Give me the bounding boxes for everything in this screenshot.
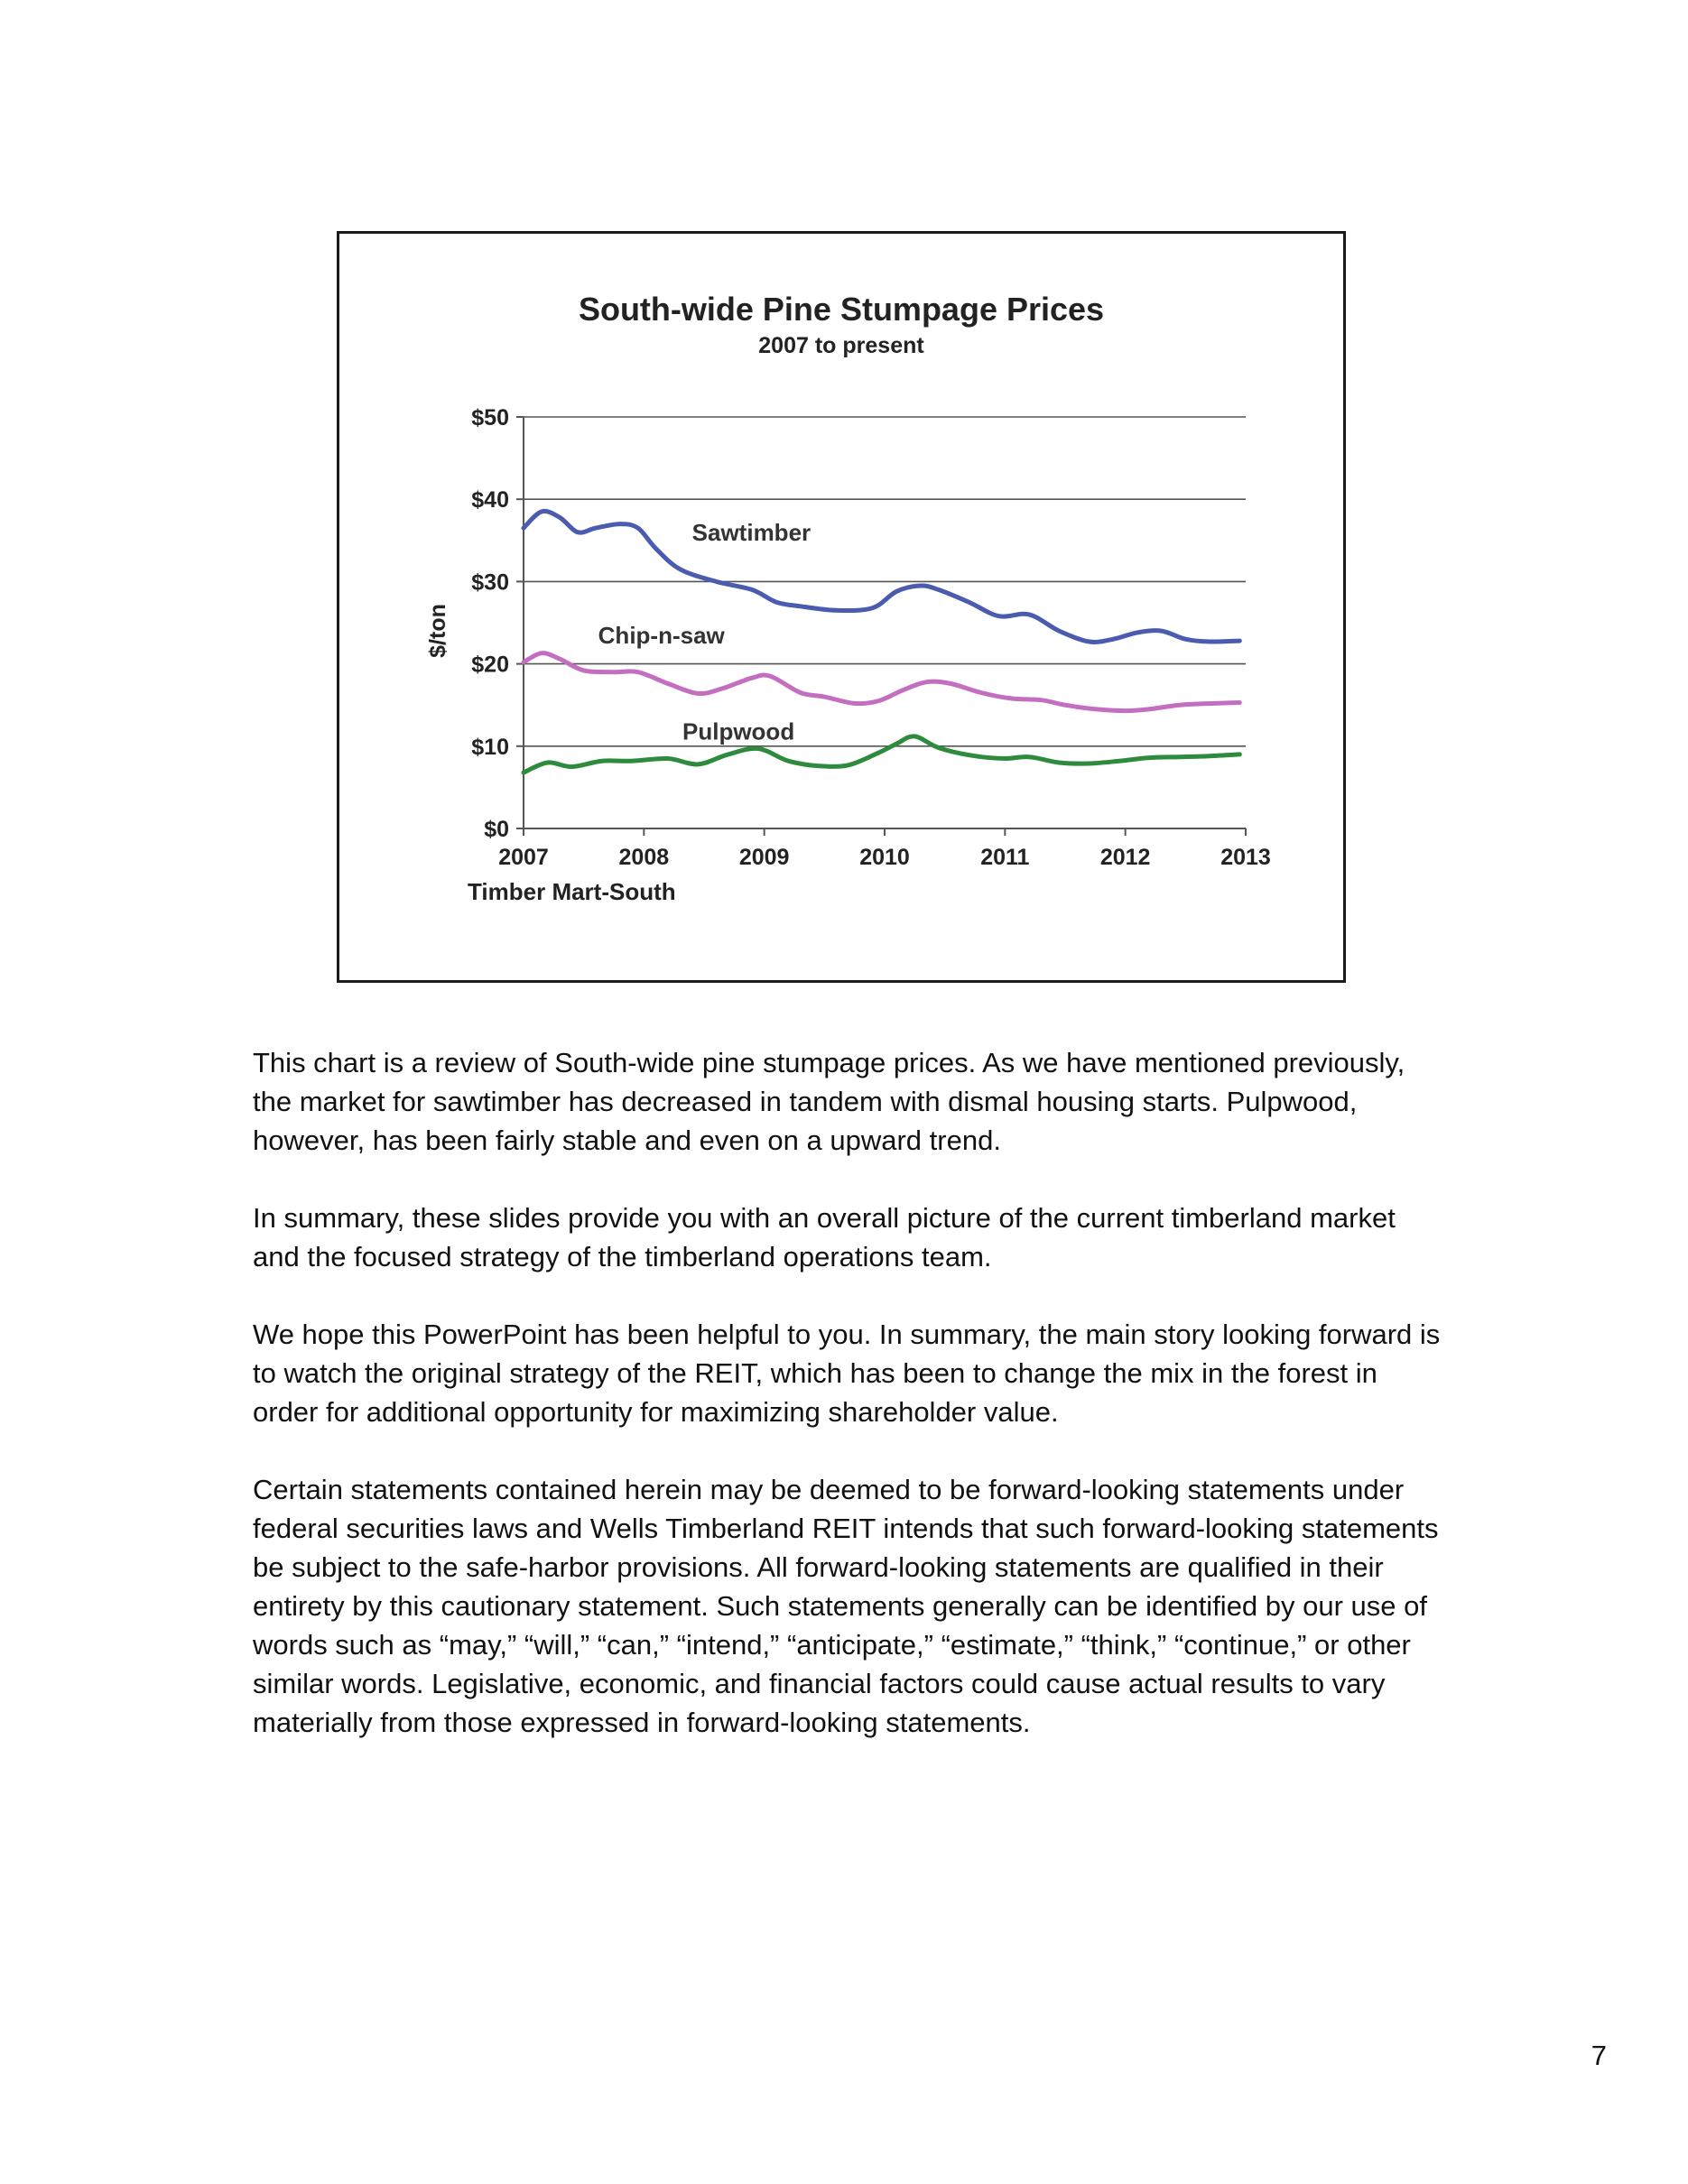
y-tick-label: $20: [471, 652, 509, 678]
y-axis-label: $/ton: [425, 604, 450, 658]
chart-figure: [337, 231, 1346, 983]
paragraph-summary: In summary, these slides provide you with an overall picture of the current timberland market and the focused strategy of the timberland operations team.: [253, 1202, 1396, 1272]
y-tick-label: $0: [484, 817, 509, 842]
series-label-sawtimber: Sawtimber: [691, 518, 812, 546]
x-tick-label: 2008: [618, 845, 670, 870]
x-tick-label: 2011: [980, 845, 1030, 870]
chart-source: Timber Mart-South: [468, 878, 676, 905]
series-label-pulpwood: Pulpwood: [682, 717, 795, 745]
paragraph-powerpoint: We hope this PowerPoint has been helpful to you. In summary, the main story looking forward is to watch the original strategy of the REIT, which has been to change the mix in the forest in order for additional opportunity for maximizing shareholder value.: [253, 1319, 1441, 1428]
chart-tick-labels: [471, 405, 1271, 870]
x-tick-label: 2013: [1220, 845, 1271, 870]
y-tick-label: $40: [471, 487, 509, 514]
series-line-pulpwood: [524, 736, 1239, 773]
chart-subtitle: 2007 to present: [758, 333, 924, 358]
x-tick-label: 2009: [738, 845, 790, 870]
x-tick-label: 2012: [1099, 845, 1151, 870]
series-line-chip-n-saw: [524, 653, 1239, 711]
paragraph-chart-review: This chart is a review of South-wide pine stumpage prices. As we have mentioned previously, the market for sawtimber has decreased in tandem with dismal housing starts. Pulpwood, however, has been fairly stable and even on a upward trend.: [253, 1047, 1405, 1156]
x-tick-label: 2007: [498, 845, 549, 870]
series-label-chip-n-saw: Chip-n-saw: [598, 621, 725, 649]
page-number: 7: [1591, 2040, 1607, 2071]
y-tick-label: $50: [471, 405, 509, 430]
y-tick-label: $10: [471, 734, 509, 760]
y-tick-label: $30: [471, 569, 509, 596]
chart-title: South-wide Pine Stumpage Prices: [578, 291, 1105, 328]
stumpage-price-chart: [339, 234, 1343, 980]
x-tick-label: 2010: [859, 845, 910, 870]
chart-annotations: [598, 519, 812, 745]
body-text: [253, 1043, 1444, 1781]
paragraph-disclaimer: Certain statements contained herein may be deemed to be forward-looking statements under federal securities laws and Wells Timberland REIT intends that such forward-looking statements be subject to the safe-harbor provisions. All forward-looking statements are qualified in their entirety by this cautionary statement. Such statements generally can be identified by our use of words such as “may,” “will,” “can,” “intend,” “anticipate,” “estimate,” “think,” “continue,” or other similar words. Legislative, economic, and financial factors could cause actual results to vary materially from those expressed in forward-looking statements.: [253, 1474, 1439, 1738]
